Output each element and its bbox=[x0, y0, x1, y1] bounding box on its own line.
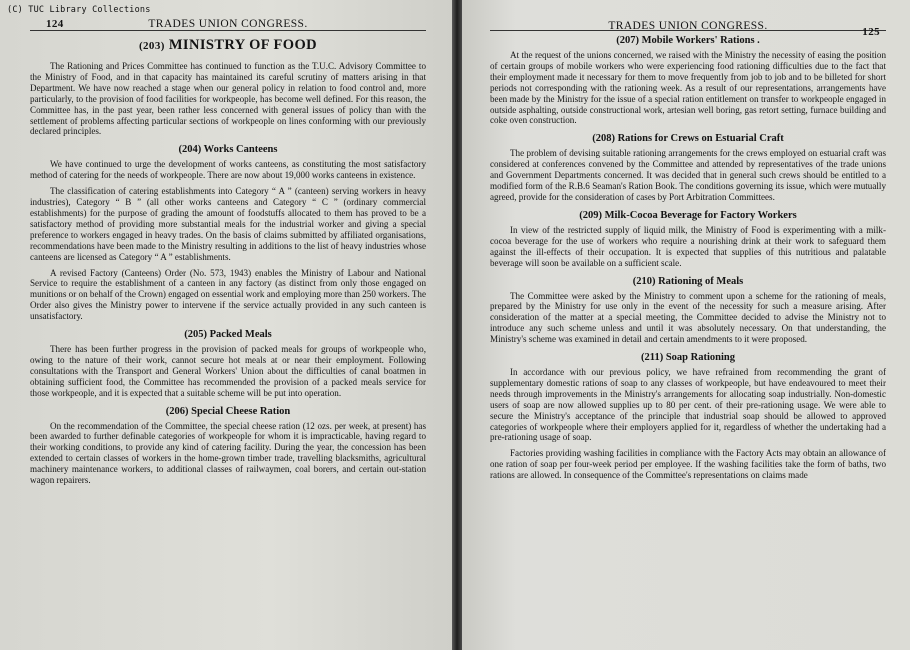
right-running-title: TRADES UNION CONGRESS. bbox=[608, 20, 768, 32]
body-paragraph: We have continued to urge the development of works canteens, as constituting the most satisfactory method of catering for the needs of workpeople. There are now about 19,000 works canteens in existence. bbox=[30, 159, 426, 181]
body-paragraph: On the recommendation of the Committee, the special cheese ration (12 ozs. per week, at present) has been awarded to further definable categories of workpeople for whom it is impracticable, having regard to their working conditions, to provide any kind of catering facility. During the year, the concession has been extended to certain classes of workers in the home-grown timber trade, travelling blacksmiths, agricultural machinery maintenance workers, to additional classes of railwaymen, coal borers, and certain out-station wagon repairers. bbox=[30, 420, 426, 486]
right-page bbox=[462, 0, 910, 650]
body-paragraph: Factories providing washing facilities in compliance with the Factory Acts may obtain an allowance of one ration of soap per four-week period per employee. If the washing facilities take the form of baths, two rations are allowed. In consequence of the Committee's representations on claims made bbox=[490, 448, 886, 481]
right-page-body bbox=[490, 35, 886, 481]
main-heading-title: MINISTRY OF FOOD bbox=[168, 37, 318, 53]
section-heading: (204) Works Canteens bbox=[178, 144, 278, 156]
left-page bbox=[0, 0, 452, 650]
body-paragraph: There has been further progress in the provision of packed meals for groups of workpeople who, owing to the nature of their work, cannot secure hot meals at or near their employment. Following consultations with the Transport and General Workers' Union about the difficulties of canal boatmen in obtaining sufficient food, the Committee has recommended the provision of a packed meals service for those workpeople, and it is expected that a suitable scheme will be put into operation. bbox=[30, 344, 426, 398]
left-page-body bbox=[30, 61, 426, 486]
main-heading-number: (203) bbox=[138, 40, 165, 52]
left-running-title: TRADES UNION CONGRESS. bbox=[148, 18, 308, 30]
section-heading: (208) Rations for Crews on Estuarial Craft bbox=[592, 133, 784, 145]
body-paragraph: In accordance with our previous policy, we have refrained from recommending the grant of supplementary domestic rations of soap to any classes of workpeople, but have endeavoured to meet their needs through improvements in the Ministry's arrangements for allocating soap industrially. Non-domestic users of soap are now allowed supplies up to 80 per cent. of their pre-rationing usage. We were able to secure the Ministry's acceptance of the principle that industrial soap should be allowed to approved categories of workpeople where their employers applied for it, regardless of whether the undertaking had a pre-rationing usage of soap. bbox=[490, 367, 886, 443]
section-heading: (210) Rationing of Meals bbox=[632, 275, 744, 287]
body-paragraph: The classification of catering establishments into Category “ A ” (canteen) serving workers in heavy industries), Category “ B ” (all other works canteens and Category “ C ” (ordinary commercial establishments) for the purpose of grading the amount of foodstuffs allocated to them has proved to be a satisfactory method of providing more substantial meals for the industrial worker and giving a special preference to workers engaged in heavy trades. On the basis of claims submitted by affiliated organisations, recommendations have been made to the Ministry resulting in additions to the list of heavy industries whose canteens are licensed as Category “ A ” establishments. bbox=[30, 186, 426, 262]
body-paragraph: The problem of devising suitable rationing arrangements for the crews employed on estuarial craft was considered at conferences convened by the Committee and attended by representatives of the trade unions and Government Departments concerned. It was decided that in general such crews should be entitled to a modified form of the R.B.6 Seaman's Ration Book. The conditions governing its issue, which were mutually agreed, provide for the consideration of cases by Port Arbitration Committees. bbox=[490, 148, 886, 202]
body-paragraph: A revised Factory (Canteens) Order (No. 573, 1943) enables the Ministry of Labour and National Service to require the establishment of a canteen in any factory (as distinct from only those engaged on munitions or on behalf of the Crown) engaged on essential work and employing more than 250 workers. The Order also gives the Ministry power to intervene if the service actually provided in any such canteen is unsatisfactory. bbox=[30, 267, 426, 322]
left-page-number: 124 bbox=[46, 18, 64, 30]
body-paragraph: The Rationing and Prices Committee has continued to function as the T.U.C. Advisory Committee to the Ministry of Food, and in that capacity has maintained its careful scrutiny of matters arising in that Department. We have now reached a stage when our general policy in relation to food control and, more particularly, to the provision of food facilities for workpeople, has become well defined. For this reason, the Committee has, in the past year, been rather less concerned with general issues of policy than with the settlement of problems affecting particular sections of workpeople on lines conforming with our previously declared principles. bbox=[30, 61, 426, 137]
section-heading: (205) Packed Meals bbox=[184, 329, 272, 341]
body-paragraph: The Committee were asked by the Ministry to comment upon a scheme for the rationing of meals, prepared by the Ministry for use only in the event of the necessity for such a measure arising. After consideration of the matter at a special meeting, the Committee decided to advise the Ministry not to introduce any such scheme unless and until it was absolutely necessary. On that understanding, the Ministry's scheme was examined in detail and certain amendments to it were proposed. bbox=[490, 290, 886, 345]
main-heading bbox=[30, 37, 426, 54]
section-heading: (207) Mobile Workers' Rations . bbox=[616, 35, 760, 46]
body-paragraph: In view of the restricted supply of liquid milk, the Ministry of Food is experimenting with a milk-cocoa beverage for the use of workers who require a nourishing drink at their work to safeguard them against the ill-effects of their occupation. It is expected that supplies of this nutritious and palatable beverage will soon be available on a sufficient scale. bbox=[490, 224, 886, 268]
right-running-head bbox=[490, 0, 886, 38]
collection-credit: (C) TUC Library Collections bbox=[7, 5, 151, 15]
section-heading: (209) Milk-Cocoa Beverage for Factory Workers bbox=[579, 209, 797, 221]
body-paragraph: At the request of the unions concerned, we raised with the Ministry the necessity of easing the position of certain groups of mobile workers who were experiencing food rationing difficulties due to the fact that their employment made it necessary for them to move frequently from job to job and to be billeted for short periods not corresponding with the rationing week. As a result of our representations, arrangements have been made by the Ministry for the issue of a special ration entitlement on transfer to workpeople engaged in outside asphalting, outside constructional work, artesian well boring, gas retort setting, furnace building and coke oven construction. bbox=[490, 50, 886, 126]
right-page-number: 125 bbox=[862, 26, 880, 38]
book-gutter bbox=[452, 0, 462, 650]
section-heading: (206) Special Cheese Ration bbox=[165, 405, 291, 417]
section-heading: (211) Soap Rationing bbox=[641, 352, 735, 364]
